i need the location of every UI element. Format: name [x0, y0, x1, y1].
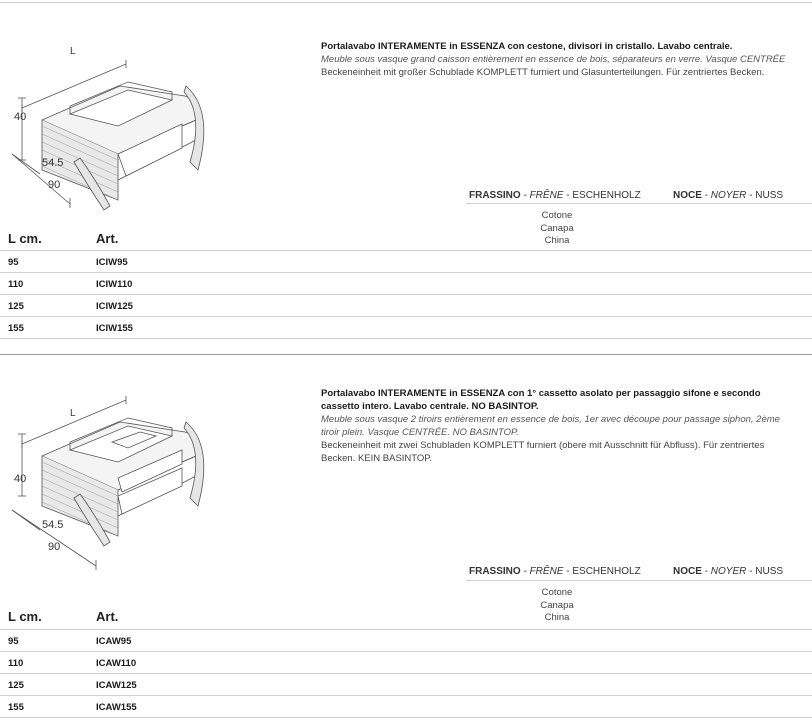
finish-values-ash: Cotone Canapa China — [540, 587, 574, 623]
table-row: 110 ICAW110 — [8, 658, 137, 669]
table-divider — [0, 717, 812, 718]
dim-length-label: L — [70, 408, 76, 419]
finish-values-ash: Cotone Canapa China — [540, 210, 574, 246]
product-drawing-2 — [0, 366, 230, 576]
description-german: Beckeneinheit mit zwei Schubladen KOMPLETT furniert (obere mit Ausschnitt für Abfluss). Für zentriertes Becken. KEIN BASINTOP. — [321, 440, 765, 464]
dim-depth-label: 54.5 — [42, 519, 64, 531]
table-row: 95 ICIW95 — [8, 257, 128, 268]
finish-divider — [466, 203, 812, 204]
table-divider — [0, 250, 812, 251]
finish-divider — [466, 580, 812, 581]
description-french: Meuble sous vasque 2 tiroirs entièrement en essence de bois, 1er avec découpe pour passage siphon, 2ème tiroir plein. Vasque CENTRÉE. NO BASINTOP. — [321, 414, 780, 438]
product-section-1 — [0, 0, 812, 350]
table-row: 125 ICAW125 — [8, 680, 137, 691]
table-divider — [0, 338, 812, 339]
table-row: 110 ICIW110 — [8, 279, 133, 290]
finish-header-walnut: NOCE - NOYER - NUSS — [673, 566, 784, 577]
finish-header-ash: FRASSINO - FRÊNE - ESCHENHOLZ — [469, 190, 641, 201]
product-description-1 — [321, 40, 801, 79]
description-italian: Portalavabo INTERAMENTE in ESSENZA con 1° cassetto asolato per passaggio sifone e secondo cassetto intero. Lavabo centrale. NO BASINTOP. — [321, 388, 761, 412]
product-drawing-1 — [0, 30, 230, 240]
column-header-article: Art. — [96, 609, 119, 624]
table-row: 125 ICIW125 — [8, 301, 133, 312]
table-divider — [0, 673, 812, 674]
table-divider — [0, 294, 812, 295]
dim-height-label: 40 — [14, 111, 27, 123]
dim-depth-label: 54.5 — [42, 157, 64, 169]
column-header-length: L cm. — [8, 609, 42, 624]
finish-header-ash: FRASSINO - FRÊNE - ESCHENHOLZ — [469, 566, 641, 577]
column-header-length: L cm. — [8, 231, 42, 246]
finish-header-walnut: NOCE - NOYER - NUSS — [673, 190, 784, 201]
table-row: 155 ICAW155 — [8, 702, 137, 713]
section-divider — [0, 354, 812, 355]
table-divider — [0, 272, 812, 273]
dim-length-label: L — [70, 46, 76, 57]
table-divider — [0, 316, 812, 317]
table-divider — [0, 695, 812, 696]
description-german: Beckeneinheit mit großer Schublade KOMPLETT furniert und Glasunterteilungen. Für zentriertes Becken. — [321, 67, 765, 78]
product-section-2 — [0, 356, 812, 720]
product-description-2 — [321, 387, 801, 465]
dim-overall-label: 90 — [48, 541, 61, 553]
description-italian: Portalavabo INTERAMENTE in ESSENZA con cestone, divisori in cristallo. Lavabo centrale. — [321, 41, 733, 52]
dim-height-label: 40 — [14, 473, 27, 485]
table-row: 95 ICAW95 — [8, 636, 132, 647]
table-divider — [0, 629, 812, 630]
description-french: Meuble sous vasque grand caisson entièrement en essence de bois, séparateurs en verre. Vasque CENTRÉE — [321, 54, 786, 65]
dim-overall-label: 90 — [48, 179, 61, 191]
table-row: 155 ICIW155 — [8, 323, 133, 334]
column-header-article: Art. — [96, 231, 119, 246]
table-divider — [0, 651, 812, 652]
